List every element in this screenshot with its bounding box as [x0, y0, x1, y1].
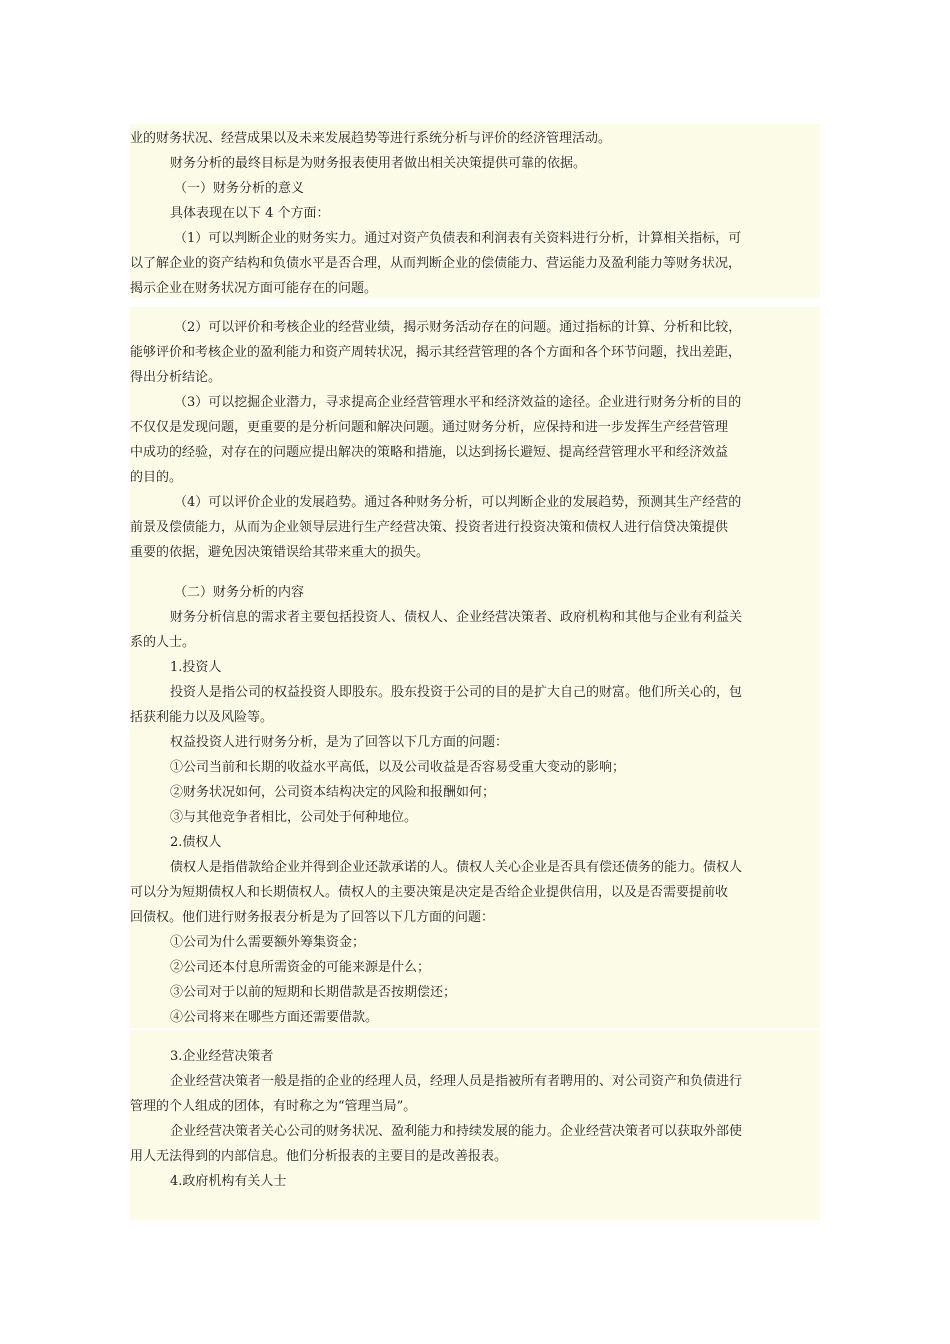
subheading: 1.投资人 — [170, 660, 222, 675]
paragraph-line: 揭示企业在财务状况方面可能存在的问题。 — [130, 281, 378, 296]
text-block-4 — [130, 1030, 820, 1220]
paragraph-line: 前景及偿债能力，从而为企业领导层进行生产经营决策、投资者进行投资决策和债权人进行信贷决策提供 — [130, 520, 729, 535]
list-item: ④公司将来在哪些方面还需要借款。 — [170, 1010, 379, 1025]
paragraph-line: 管理的个人组成的团体，有时称之为“管理当局”。 — [130, 1099, 417, 1114]
paragraph-line: 回债权。他们进行财务报表分析是为了回答以下几方面的问题： — [130, 910, 495, 925]
paragraph-line: （1）可以判断企业的财务实力。通过对资产负债表和利润表有关资料进行分析，计算相关指标，可 — [174, 231, 742, 246]
paragraph-line: 括获利能力以及风险等。 — [130, 710, 274, 725]
text-block-3 — [130, 578, 820, 1028]
paragraph-line: 的目的。 — [130, 470, 183, 485]
list-item: ②公司还本付息所需资金的可能来源是什么； — [170, 960, 431, 975]
paragraph-line: 业的财务状况、经营成果以及未来发展趋势等进行系统分析与评价的经济管理活动。 — [130, 131, 612, 146]
paragraph-line: 可以分为短期债权人和长期债权人。债权人的主要决策是决定是否给企业提供信用，以及是否需要提前收 — [130, 885, 729, 900]
paragraph-line: 得出分析结论。 — [130, 370, 222, 385]
list-item: ③与其他竞争者相比，公司处于何种地位。 — [170, 810, 418, 825]
paragraph-line: 不仅仅是发现问题，更重要的是分析问题和解决问题。通过财务分析，应保持和进一步发挥生产经营管理 — [130, 420, 729, 435]
list-item: ③公司对于以前的短期和长期借款是否按期偿还； — [170, 985, 457, 1000]
paragraph-line: 以了解企业的资产结构和负债水平是否合理，从而判断企业的偿债能力、营运能力及盈利能力等财务状况， — [130, 256, 742, 271]
paragraph-line: 债权人是指借款给企业并得到企业还款承诺的人。债权人关心企业是否具有偿还债务的能力。债权人 — [170, 860, 743, 875]
paragraph-line: 企业经营决策者一般是指的企业的经理人员，经理人员是指被所有者聘用的、对公司资产和负债进行 — [170, 1074, 743, 1089]
list-item: ①公司当前和长期的收益水平高低，以及公司收益是否容易受重大变动的影响； — [170, 760, 626, 775]
paragraph-line: 具体表现在以下 4 个方面： — [170, 206, 330, 221]
paragraph-line: 企业经营决策者关心公司的财务状况、盈利能力和持续发展的能力。企业经营决策者可以获取外部使 — [170, 1124, 743, 1139]
list-item: ①公司为什么需要额外筹集资金； — [170, 935, 366, 950]
paragraph-line: 用人无法得到的内部信息。他们分析报表的主要目的是改善报表。 — [130, 1149, 508, 1164]
paragraph-line: （4）可以评价企业的发展趋势。通过各种财务分析，可以判断企业的发展趋势，预测其生产经营的 — [174, 495, 742, 510]
paragraph-line: （2）可以评价和考核企业的经营业绩，揭示财务活动存在的问题。通过指标的计算、分析和比较， — [174, 320, 742, 335]
subheading: 3.企业经营决策者 — [170, 1049, 274, 1064]
paragraph-line: 中成功的经验，对存在的问题应提出解决的策略和措施，以达到扬长避短、提高经营管理水平和经济效益 — [130, 445, 729, 460]
text-block-2 — [130, 307, 820, 585]
section-heading: （一）财务分析的意义 — [174, 181, 305, 196]
paragraph-line: 系的人士。 — [130, 635, 196, 650]
paragraph-line: 权益投资人进行财务分析，是为了回答以下几方面的问题： — [170, 735, 509, 750]
paragraph-line: 财务分析信息的需求者主要包括投资人、债权人、企业经营决策者、政府机构和其他与企业有利益关 — [170, 610, 743, 625]
subheading: 2.债权人 — [170, 835, 222, 850]
section-heading: （二）财务分析的内容 — [174, 585, 305, 600]
paragraph-line: （3）可以挖掘企业潜力，寻求提高企业经营管理水平和经济效益的途径。企业进行财务分析的目的 — [174, 395, 742, 410]
paragraph-line: 财务分析的最终目标是为财务报表使用者做出相关决策提供可靠的依据。 — [170, 156, 587, 171]
subheading: 4.政府机构有关人士 — [170, 1174, 287, 1189]
paragraph-line: 能够评价和考核企业的盈利能力和资产周转状况，揭示其经营管理的各个方面和各个环节问题，找出差距， — [130, 345, 742, 360]
paragraph-line: 投资人是指公司的权益投资人即股东。股东投资于公司的目的是扩大自己的财富。他们所关心的，包 — [170, 685, 743, 700]
list-item: ②财务状况如何，公司资本结构决定的风险和报酬如何； — [170, 785, 496, 800]
text-block-1 — [130, 124, 820, 298]
paragraph-line: 重要的依据，避免因决策错误给其带来重大的损失。 — [130, 545, 430, 560]
